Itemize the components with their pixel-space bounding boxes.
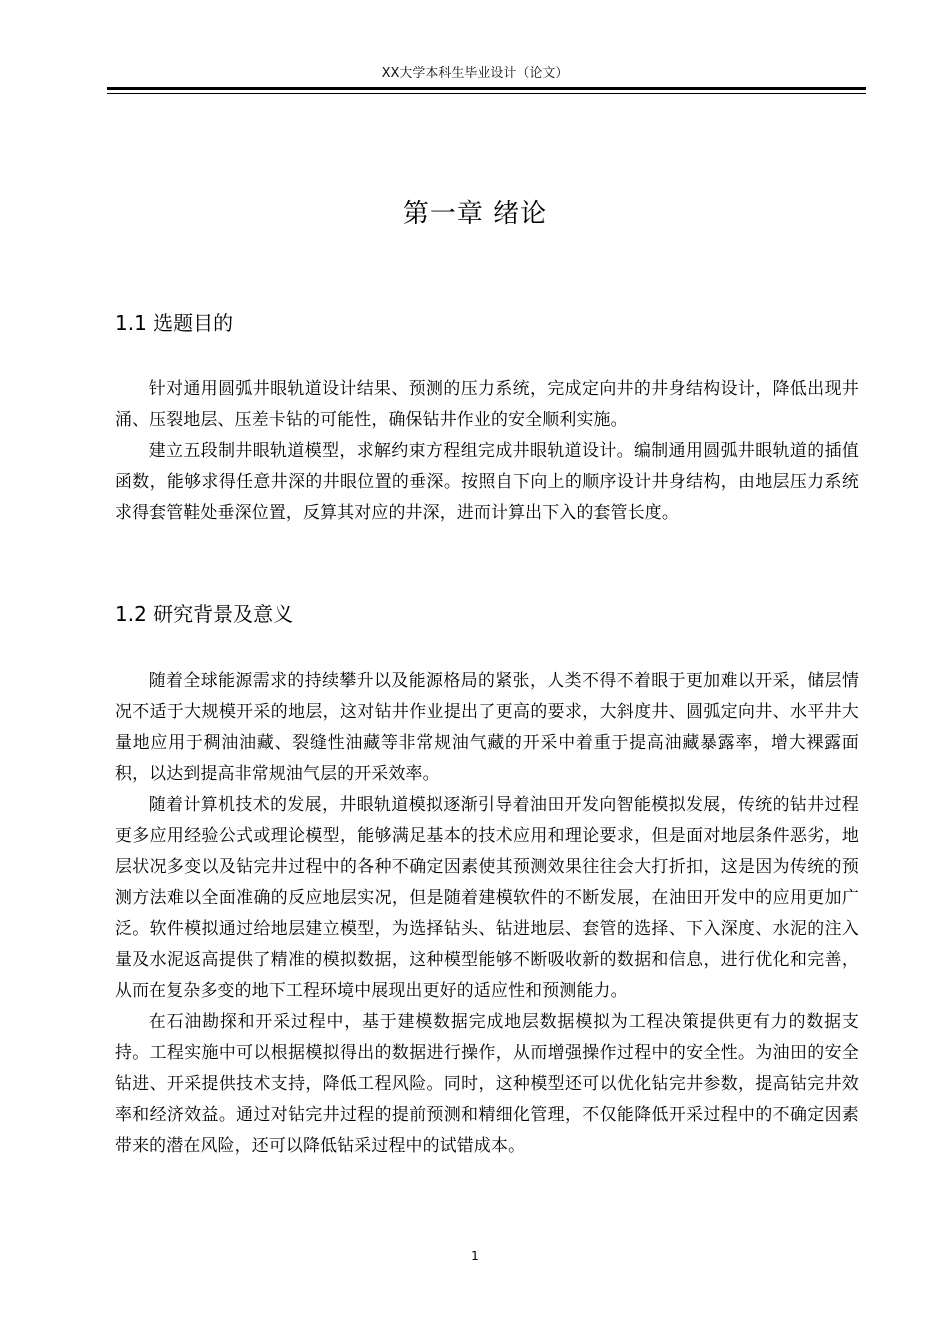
chapter-title: 第一章 绪论 xyxy=(402,199,548,229)
paragraph: 建立五段制井眼轨道模型，求解约束方程组完成井眼轨道设计。编制通用圆弧井眼轨道的插值函数，能够求得任意井深的井眼位置的垂深。按照自下向上的顺序设计井身结构，由地层压力系统求得套管鞋处垂深位置，反算其对应的井深，进而计算出下入的套管长度。 xyxy=(115,440,859,522)
paragraph: 在石油勘探和开采过程中，基于建模数据完成地层数据模拟为工程决策提供更有力的数据支持。工程实施中可以根据模拟得出的数据进行操作，从而增强操作过程中的安全性。为油田的安全钻进、开采提供技术支持，降低工程风险。同时，这种模型还可以优化钻完井参数，提高钻完井效率和经济效益。通过对钻完井过程的提前预测和精细化管理，不仅能降低开采过程中的不确定因素带来的潜在风险，还可以降低钻采过程中的试错成本。 xyxy=(115,1011,859,1155)
header-rule-thin xyxy=(107,93,866,94)
paragraph: 随着全球能源需求的持续攀升以及能源格局的紧张，人类不得不着眼于更加难以开采，储层情况不适于大规模开采的地层，这对钻井作业提出了更高的要求，大斜度井、圆弧定向井、水平井大量地应用于稠油油藏、裂缝性油藏等非常规油气藏的开采中着重于提高油藏暴露率，增大裸露面积，以达到提高非常规油气层的开采效率。 xyxy=(115,670,859,783)
header-rule-thick xyxy=(107,87,866,90)
page-number: 1 xyxy=(471,1249,479,1263)
section-heading-1-1: 1.1 选题目的 xyxy=(115,311,234,335)
paragraph: 针对通用圆弧井眼轨道设计结果、预测的压力系统，完成定向井的井身结构设计，降低出现井涌、压裂地层、压差卡钻的可能性，确保钻井作业的安全顺利实施。 xyxy=(115,378,859,429)
section-1-2-body xyxy=(115,665,859,1161)
section-heading-1-2: 1.2 研究背景及意义 xyxy=(115,602,294,626)
paragraph: 随着计算机技术的发展，井眼轨道模拟逐渐引导着油田开发向智能模拟发展，传统的钻井过程更多应用经验公式或理论模型，能够满足基本的技术应用和理论要求，但是面对地层条件恶劣，地层状况多变以及钻完井过程中的各种不确定因素使其预测效果往往会大打折扣，这是因为传统的预测方法难以全面准确的反应地层实况，但是随着建模软件的不断发展，在油田开发中的应用更加广泛。软件模拟通过给地层建立模型，为选择钻头、钻进地层、套管的选择、下入深度、水泥的注入量及水泥返高提供了精准的模拟数据，这种模型能够不断吸收新的数据和信息，进行优化和完善，从而在复杂多变的地下工程环境中展现出更好的适应性和预测能力。 xyxy=(115,794,859,1000)
section-1-1-body xyxy=(115,373,859,528)
page-header: XX大学本科生毕业设计（论文） xyxy=(381,66,569,81)
